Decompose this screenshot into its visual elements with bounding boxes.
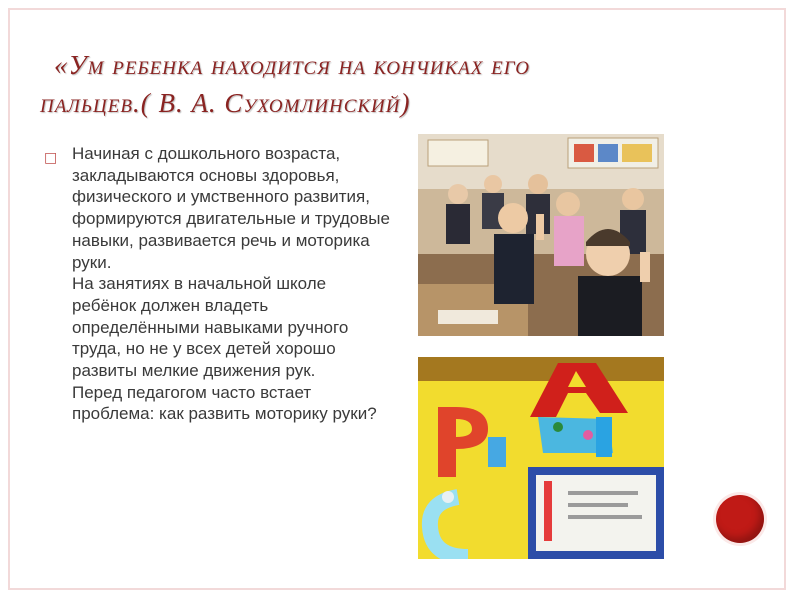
bullet-icon: □ (44, 150, 58, 166)
body-text (72, 143, 392, 425)
paragraph-3: Перед педагогом часто встает проблема: как развить моторику руки? (72, 382, 377, 424)
red-circle-decoration (716, 495, 764, 543)
classroom-photo (418, 134, 664, 336)
title-line-1: «Ум ребенка находится на кончиках его (54, 50, 530, 80)
craft-letters-photo (418, 357, 664, 559)
paragraph-2: На занятиях в начальной школе ребёнок должен владеть определёнными навыками ручного труда, но не у всех детей хорошо развиты мелкие движения рук. (72, 274, 349, 381)
title-line-2: пальцев.( В. А. Сухомлинский) (40, 88, 411, 118)
paragraph-1: Начиная с дошкольного возраста, закладываются основы здоровья, физического и умственного развития, формируются двигательные и трудовые навыки, развивается речь и моторика руки. (72, 144, 390, 272)
slide-title (40, 46, 680, 122)
